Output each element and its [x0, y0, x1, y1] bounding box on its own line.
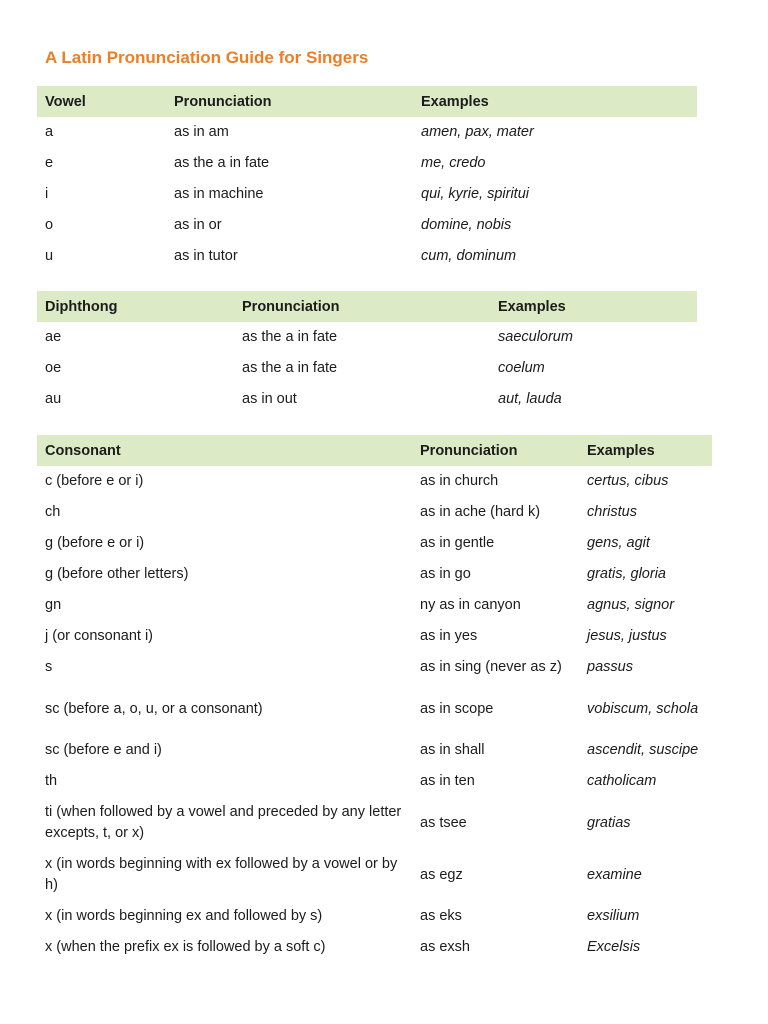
- cell-pronunciation: as the a in fate: [174, 155, 270, 171]
- column-header-vowel: Vowel: [37, 86, 166, 117]
- cell-examples: gens, agit: [587, 535, 650, 551]
- cell-examples: domine, nobis: [421, 217, 512, 233]
- cell-item: g (before e or i): [45, 535, 145, 551]
- cell-examples: vobiscum, schola: [587, 700, 699, 717]
- vowel-row: [37, 210, 697, 241]
- cell-examples: cum, dominum: [421, 248, 517, 264]
- cell-pronunciation: as eks: [420, 908, 462, 924]
- cell-pronunciation: as in yes: [420, 628, 478, 644]
- cell-examples: amen, pax, mater: [421, 124, 534, 140]
- cell-pronunciation: as in gentle: [420, 535, 495, 551]
- cell-examples: gratias: [587, 814, 631, 831]
- cell-item: ae: [45, 329, 62, 345]
- cell-item: oe: [45, 360, 62, 376]
- cell-pronunciation: as in am: [174, 124, 229, 140]
- consonant-row: [37, 797, 712, 849]
- consonant-row: [37, 590, 712, 621]
- cell-pronunciation: as the a in fate: [242, 329, 338, 345]
- cell-examples: agnus, signor: [587, 597, 675, 613]
- column-header-pronunciation: Pronunciation: [234, 291, 490, 322]
- diphthong-row: [37, 322, 697, 353]
- cell-item: s: [45, 659, 53, 675]
- cell-pronunciation: as exsh: [420, 939, 470, 955]
- consonant-row: [37, 466, 712, 497]
- vowel-row: [37, 179, 697, 210]
- column-header-examples: Examples: [490, 291, 697, 322]
- cell-item: o: [45, 217, 54, 233]
- vowel-row: [37, 117, 697, 148]
- consonant-row: [37, 621, 712, 652]
- cell-pronunciation: as in scope: [420, 700, 494, 717]
- cell-item: x (in words beginning ex and followed by s): [45, 908, 323, 924]
- cell-item: i: [45, 186, 49, 202]
- consonant-row: [37, 683, 712, 735]
- cell-item: u: [45, 248, 54, 264]
- consonant-row: [37, 497, 712, 528]
- column-header-pronunciation: Pronunciation: [166, 86, 413, 117]
- cell-item: ti (when followed by a vowel and preceded by any letter excepts, t, or x): [45, 804, 402, 841]
- consonant-header-row: [37, 435, 712, 466]
- diphthong-header-row: [37, 291, 697, 322]
- column-header-consonant: Consonant: [37, 435, 412, 466]
- cell-item: c (before e or i): [45, 473, 144, 489]
- cell-examples: examine: [587, 866, 642, 883]
- consonant-row: [37, 849, 712, 901]
- cell-examples: coelum: [498, 360, 545, 376]
- column-header-pronunciation: Pronunciation: [412, 435, 579, 466]
- cell-pronunciation: as in out: [242, 391, 297, 407]
- cell-item: a: [45, 124, 54, 140]
- column-header-diphthong: Diphthong: [37, 291, 234, 322]
- vowel-row: [37, 241, 697, 272]
- consonant-row: [37, 766, 712, 797]
- cell-examples: catholicam: [587, 773, 657, 789]
- cell-item: g (before other letters): [45, 566, 189, 582]
- page-title: A Latin Pronunciation Guide for Singers: [45, 48, 369, 67]
- consonant-table: [37, 435, 712, 963]
- cell-item: th: [45, 773, 58, 789]
- cell-examples: exsilium: [587, 908, 640, 924]
- cell-pronunciation: as egz: [420, 866, 463, 883]
- cell-examples: ascendit, suscipe: [587, 742, 699, 758]
- cell-item: gn: [45, 597, 62, 613]
- cell-item: j (or consonant i): [45, 628, 153, 644]
- consonant-row: [37, 932, 712, 963]
- cell-pronunciation: as in ten: [420, 773, 475, 789]
- cell-pronunciation: as in go: [420, 566, 471, 582]
- cell-examples: aut, lauda: [498, 391, 562, 407]
- cell-pronunciation: ny as in canyon: [420, 597, 521, 613]
- cell-examples: Excelsis: [587, 939, 641, 955]
- consonant-row: [37, 901, 712, 932]
- vowel-row: [37, 148, 697, 179]
- cell-pronunciation: as in church: [420, 473, 499, 489]
- vowel-table: [37, 86, 697, 272]
- vowel-header-row: [37, 86, 697, 117]
- cell-pronunciation: as in tutor: [174, 248, 238, 264]
- cell-pronunciation: as in ache (hard k): [420, 504, 541, 520]
- cell-pronunciation: as the a in fate: [242, 360, 338, 376]
- cell-item: e: [45, 155, 54, 171]
- cell-item: x (in words beginning with ex followed by a vowel or by h): [45, 856, 398, 893]
- diphthong-row: [37, 353, 697, 384]
- cell-item: sc (before a, o, u, or a consonant): [45, 700, 263, 717]
- cell-pronunciation: as in shall: [420, 742, 485, 758]
- cell-pronunciation: as in sing (never as z): [420, 659, 562, 675]
- column-header-examples: Examples: [579, 435, 712, 466]
- cell-pronunciation: as in or: [174, 217, 222, 233]
- consonant-row: [37, 528, 712, 559]
- cell-examples: gratis, gloria: [587, 566, 666, 582]
- cell-item: ch: [45, 504, 61, 520]
- cell-examples: certus, cibus: [587, 473, 669, 489]
- consonant-row: [37, 652, 712, 683]
- consonant-row: [37, 735, 712, 766]
- cell-item: sc (before e and i): [45, 742, 162, 758]
- cell-examples: jesus, justus: [587, 628, 667, 644]
- cell-item: au: [45, 391, 62, 407]
- cell-pronunciation: as in machine: [174, 186, 264, 202]
- diphthong-row: [37, 384, 697, 415]
- cell-examples: me, credo: [421, 155, 486, 171]
- cell-item: x (when the prefix ex is followed by a soft c): [45, 939, 326, 955]
- cell-examples: saeculorum: [498, 329, 573, 345]
- cell-pronunciation: as tsee: [420, 814, 467, 831]
- diphthong-table: [37, 291, 697, 415]
- consonant-row: [37, 559, 712, 590]
- column-header-examples: Examples: [413, 86, 697, 117]
- cell-examples: christus: [587, 504, 637, 520]
- cell-examples: passus: [587, 659, 633, 675]
- cell-examples: qui, kyrie, spiritui: [421, 186, 529, 202]
